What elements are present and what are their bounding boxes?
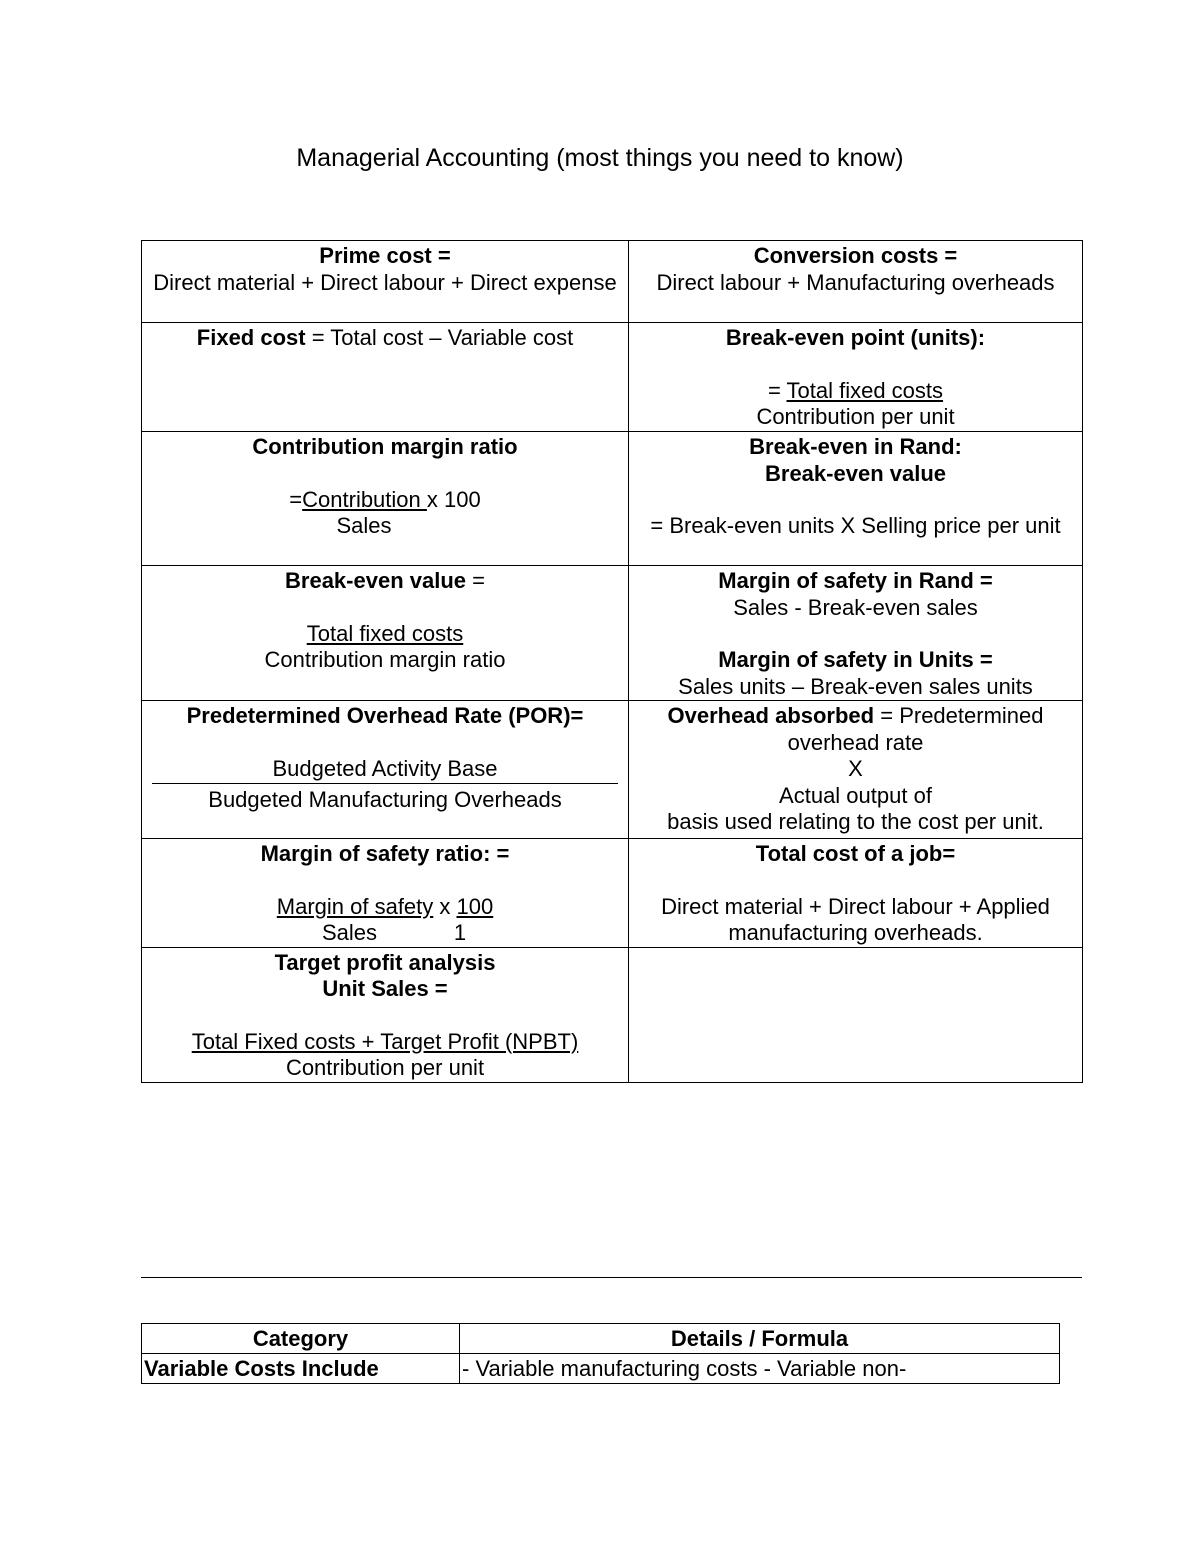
conversion-costs-label: Conversion costs = <box>753 243 958 268</box>
formula-row <box>142 947 1083 1082</box>
mos-units-formula: Sales units – Break-even sales units <box>678 673 1033 699</box>
mos-ratio-denominator: Sales <box>322 920 378 945</box>
formula-row <box>142 839 1083 948</box>
mos-ratio-times: x <box>433 893 457 919</box>
fixed-cost-cell <box>142 323 629 432</box>
category-table <box>141 1323 1060 1384</box>
total-cost-job-cell <box>629 839 1083 948</box>
category-cell: Variable Costs Include <box>142 1354 460 1384</box>
target-profit-numerator: Total Fixed costs + Target Profit (NPBT) <box>191 1028 579 1054</box>
target-profit-label: Target profit analysis <box>274 949 496 975</box>
category-header: Category <box>142 1324 460 1354</box>
formula-row <box>142 701 1083 839</box>
horizontal-rule <box>141 1277 1082 1278</box>
cm-ratio-cell <box>142 432 629 566</box>
cm-ratio-label: Contribution margin ratio <box>252 434 518 459</box>
formula-row <box>142 241 1083 323</box>
conversion-costs-formula: Direct labour + Manufacturing overheads <box>656 269 1055 295</box>
por-cell <box>142 701 629 839</box>
details-header: Details / Formula <box>460 1324 1060 1354</box>
mos-rand-label: Margin of safety in Rand = <box>718 568 993 593</box>
break-even-units-label: Break-even point (units): <box>725 325 986 350</box>
overhead-absorbed-times: X <box>848 756 863 781</box>
break-even-units-cell <box>629 323 1083 432</box>
break-even-value-numerator: Total fixed costs <box>306 620 464 646</box>
break-even-rand-cell <box>629 432 1083 566</box>
break-even-units-eq: = <box>767 377 787 403</box>
total-cost-job-formula: Direct material + Direct labour + Applied manufacturing overheads. <box>661 893 1050 945</box>
conversion-costs-cell <box>629 241 1083 323</box>
formula-row <box>142 566 1083 701</box>
mos-ratio-one: 1 <box>453 920 467 945</box>
cm-ratio-numerator: Contribution <box>302 486 427 512</box>
break-even-units-denominator: Contribution per unit <box>756 404 955 429</box>
fixed-cost-label: Fixed cost <box>196 325 306 350</box>
overhead-absorbed-cell <box>629 701 1083 839</box>
fixed-cost-formula: = Total cost – Variable cost <box>305 325 574 350</box>
break-even-rand-label: Break-even in Rand: <box>749 434 962 459</box>
break-even-rand-formula: = Break-even units X Selling price per unit <box>650 513 1061 538</box>
page-title: Managerial Accounting (most things you need to know) <box>296 144 904 172</box>
break-even-value-cell <box>142 566 629 701</box>
details-cell: - Variable manufacturing costs - Variable non- <box>460 1354 1060 1384</box>
margin-of-safety-cell <box>629 566 1083 701</box>
unit-sales-label: Unit Sales = <box>322 976 448 1001</box>
mos-ratio-label: Margin of safety ratio: = <box>260 841 510 866</box>
mos-rand-formula: Sales - Break-even sales <box>733 594 978 620</box>
overhead-absorbed-formula: = Predetermined overhead rate <box>787 703 1044 755</box>
empty-cell <box>629 947 1083 1082</box>
formula-row <box>142 432 1083 566</box>
prime-cost-formula: Direct material + Direct labour + Direct expense <box>153 269 617 295</box>
mos-units-label: Margin of safety in Units = <box>718 647 993 672</box>
target-profit-cell <box>142 947 629 1082</box>
mos-ratio-hundred: 100 <box>456 893 494 919</box>
cm-ratio-denominator: Sales <box>336 513 392 538</box>
break-even-units-numerator: Total fixed costs <box>786 377 944 403</box>
por-top: Budgeted Activity Base <box>272 755 498 781</box>
break-even-value-eq: = <box>466 568 485 593</box>
break-even-value-sublabel: Break-even value <box>765 460 946 486</box>
table-row <box>142 1354 1060 1384</box>
total-cost-job-label: Total cost of a job= <box>755 841 956 866</box>
mos-ratio-numerator: Margin of safety <box>276 893 434 919</box>
target-profit-denominator: Contribution per unit <box>285 1055 485 1080</box>
formula-row <box>142 323 1083 432</box>
prime-cost-label: Prime cost = <box>319 243 451 268</box>
mos-ratio-cell <box>142 839 629 948</box>
break-even-value-denominator: Contribution margin ratio <box>264 647 506 672</box>
prime-cost-cell <box>142 241 629 323</box>
overhead-absorbed-basis: basis used relating to the cost per unit. <box>667 809 1044 834</box>
por-bottom: Budgeted Manufacturing Overheads <box>208 787 562 812</box>
cm-ratio-times: x 100 <box>426 486 481 512</box>
overhead-absorbed-label: Overhead absorbed <box>667 703 875 728</box>
formula-table <box>141 240 1083 1083</box>
category-header-row <box>142 1324 1060 1354</box>
break-even-value-label: Break-even value <box>285 568 467 593</box>
por-label: Predetermined Overhead Rate (POR)= <box>186 703 584 728</box>
overhead-absorbed-output: Actual output of <box>779 782 932 808</box>
fraction-line <box>152 783 618 784</box>
cm-ratio-eq: = <box>289 486 303 512</box>
